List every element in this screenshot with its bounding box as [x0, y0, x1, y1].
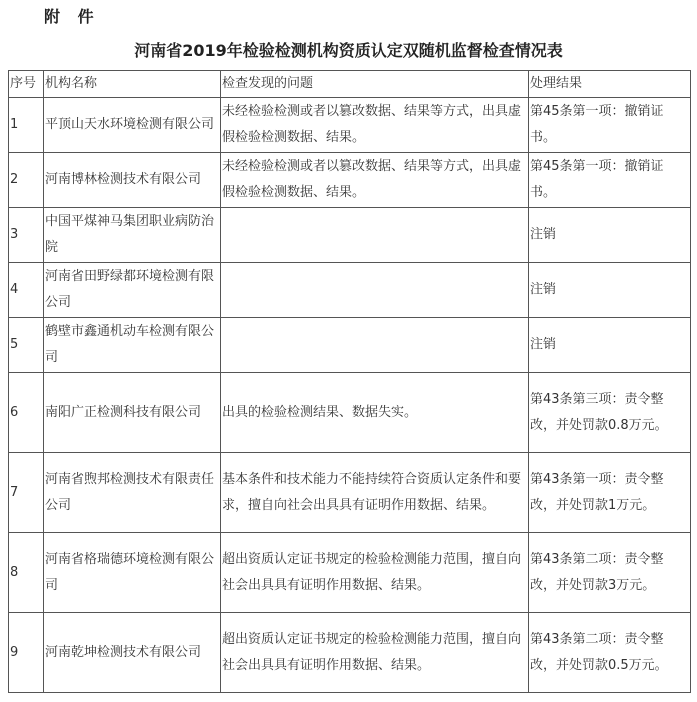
row-name: 鹤壁市鑫通机动车检测有限公司	[44, 318, 221, 373]
row-issue: 未经检验检测或者以篡改数据、结果等方式，出具虚假检验检测数据、结果。	[221, 153, 529, 208]
row-name: 中国平煤神马集团职业病防治院	[44, 208, 221, 263]
row-no: 8	[9, 533, 44, 613]
row-name: 河南省煦邦检测技术有限责任公司	[44, 453, 221, 533]
table-row	[9, 453, 691, 533]
row-no: 9	[9, 613, 44, 693]
row-issue: 未经检验检测或者以篡改数据、结果等方式，出具虚假检验检测数据、结果。	[221, 98, 529, 153]
row-issue: 出具的检验检测结果、数据失实。	[221, 373, 529, 453]
row-issue: 超出资质认定证书规定的检验检测能力范围，擅自向社会出具具有证明作用数据、结果。	[221, 613, 529, 693]
row-result: 第43条第二项：责令整改，并处罚款0.5万元。	[529, 613, 691, 693]
row-no: 5	[9, 318, 44, 373]
row-issue: 超出资质认定证书规定的检验检测能力范围，擅自向社会出具具有证明作用数据、结果。	[221, 533, 529, 613]
row-no: 2	[9, 153, 44, 208]
table-row	[9, 98, 691, 153]
table-row	[9, 533, 691, 613]
column-header-no: 序号	[9, 71, 44, 98]
attachment-label: 附 件	[44, 7, 100, 26]
row-result: 第43条第一项：责令整改，并处罚款1万元。	[529, 453, 691, 533]
row-no: 1	[9, 98, 44, 153]
row-no: 7	[9, 453, 44, 533]
row-issue: 基本条件和技术能力不能持续符合资质认定条件和要求，擅自向社会出具具有证明作用数据、结果。	[221, 453, 529, 533]
column-header-name: 机构名称	[44, 71, 221, 98]
row-no: 6	[9, 373, 44, 453]
row-no: 3	[9, 208, 44, 263]
table-header-row	[9, 71, 691, 98]
row-issue	[221, 263, 529, 318]
row-name: 河南省格瑞德环境检测有限公司	[44, 533, 221, 613]
row-name: 南阳广正检测科技有限公司	[44, 373, 221, 453]
row-result: 第43条第二项：责令整改，并处罚款3万元。	[529, 533, 691, 613]
row-result: 注销	[529, 263, 691, 318]
row-result: 注销	[529, 208, 691, 263]
column-header-issue: 检查发现的问题	[221, 71, 529, 98]
page-title: 河南省2019年检验检测机构资质认定双随机监督检查情况表	[134, 41, 563, 60]
table-row	[9, 208, 691, 263]
row-name: 平顶山天水环境检测有限公司	[44, 98, 221, 153]
table-row	[9, 613, 691, 693]
table-row	[9, 263, 691, 318]
row-result: 注销	[529, 318, 691, 373]
column-header-result: 处理结果	[529, 71, 691, 98]
table-row	[9, 318, 691, 373]
row-issue	[221, 318, 529, 373]
row-result: 第45条第一项：撤销证书。	[529, 98, 691, 153]
row-result: 第45条第一项：撤销证书。	[529, 153, 691, 208]
row-name: 河南乾坤检测技术有限公司	[44, 613, 221, 693]
row-name: 河南博林检测技术有限公司	[44, 153, 221, 208]
row-result: 第43条第三项：责令整改，并处罚款0.8万元。	[529, 373, 691, 453]
inspection-table	[8, 70, 691, 693]
row-no: 4	[9, 263, 44, 318]
row-name: 河南省田野绿都环境检测有限公司	[44, 263, 221, 318]
table-row	[9, 373, 691, 453]
table-row	[9, 153, 691, 208]
row-issue	[221, 208, 529, 263]
